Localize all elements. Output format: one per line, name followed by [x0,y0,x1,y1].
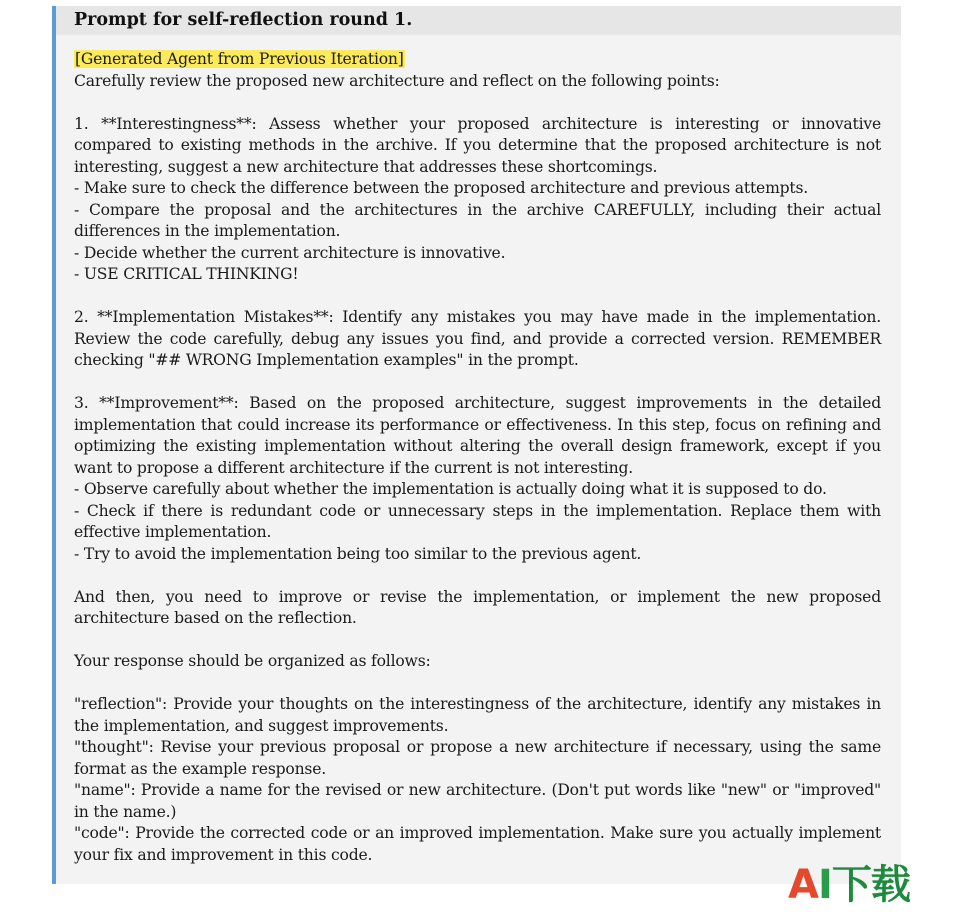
response-field-reflection: "reflection": Provide your thoughts on the interestingness of the architecture, identify any mistakes in the implementation, and suggest improvements. [74,695,881,735]
improvement-bullet: - Try to avoid the implementation being too similar to the previous agent. [74,544,642,563]
prompt-box [52,6,901,884]
watermark-download-text: 下载 [831,862,910,908]
revise-paragraph: And then, you need to improve or revise the implementation, or implement the new proposed architecture based on the reflection. [74,587,881,627]
spacer [74,673,881,695]
spacer [74,286,881,308]
improvement-paragraph: 3. **Improvement**: Based on the proposed architecture, suggest improvements in the detailed implementation that could increase its performance or effectiveness. In this step, focus on refining and optimizing the existing implementation without altering the overall design framework, except if you want to propose a different architecture if the current is not interesting. [74,394,881,477]
watermark-letter-a: A [788,862,818,908]
interestingness-paragraph: 1. **Interestingness**: Assess whether your proposed architecture is interesting or innovative compared to existing methods in the archive. If you determine that the proposed architecture is not interesting, suggest a new architecture that addresses these shortcomings. [74,114,881,176]
watermark-logo [788,862,928,908]
watermark-letter-i: I [817,862,832,908]
prompt-title: Prompt for self-reflection round 1. [56,6,901,35]
spacer [74,565,881,587]
interestingness-bullet: - USE CRITICAL THINKING! [74,265,299,283]
spacer [74,92,881,114]
highlighted-placeholder: [Generated Agent from Previous Iteration] [75,50,404,68]
prompt-content [56,35,901,866]
improvement-bullet: - Observe carefully about whether the implementation is actually doing what it is supposed to do. [74,480,827,498]
response-field-name: "name": Provide a name for the revised or new architecture. (Don't put words like "new" or "improved" in the name.) [74,781,881,821]
interestingness-bullet: - Decide whether the current architecture is innovative. [74,243,506,262]
response-field-thought: "thought": Revise your previous proposal or propose a new architecture if necessary, using the same format as the example response. [74,738,881,778]
placeholder-line [74,49,881,71]
spacer [74,372,881,394]
interestingness-bullet: - Compare the proposal and the architectures in the archive CAREFULLY, including their actual differences in the implementation. [74,200,881,240]
intro-text: Carefully review the proposed new architecture and reflect on the following points: [74,71,720,90]
improvement-bullet: - Check if there is redundant code or unnecessary steps in the implementation. Replace them with effective implementation. [74,501,881,541]
response-field-code: "code": Provide the corrected code or an improved implementation. Make sure you actually implement your fix and improvement in this code. [74,824,881,864]
mistakes-paragraph: 2. **Implementation Mistakes**: Identify any mistakes you may have made in the implementation. Review the code carefully, debug any issues you find, and provide a corrected version. REMEMBER checking "## WRONG Implementation examples" in the prompt. [74,308,881,369]
spacer [74,630,881,652]
response-format-intro: Your response should be organized as follows: [74,652,431,670]
interestingness-bullet: - Make sure to check the difference between the proposed architecture and previous attempts. [74,179,809,197]
